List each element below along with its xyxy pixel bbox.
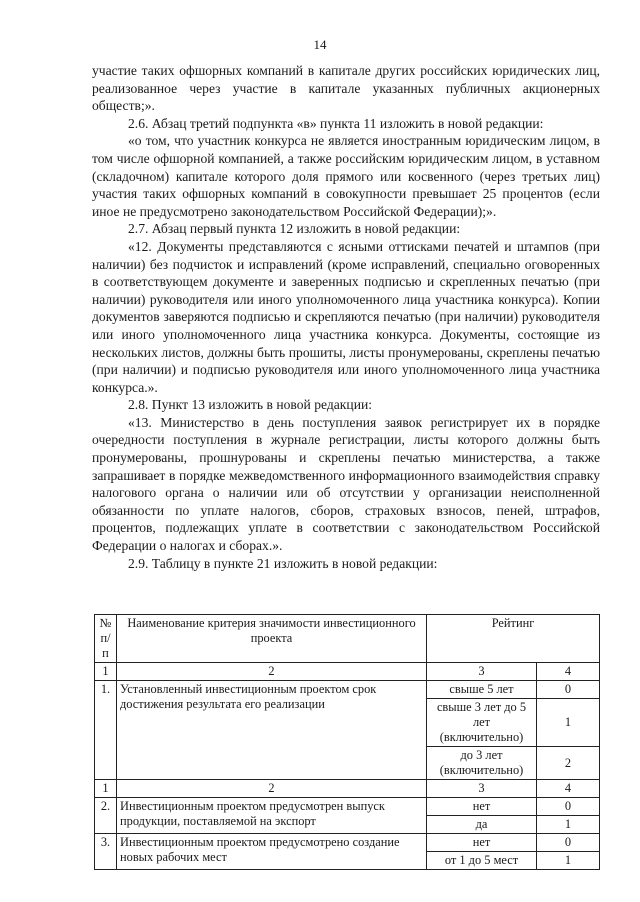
- document-body: [92, 62, 600, 572]
- column-number: 4: [537, 780, 600, 798]
- column-number: 3: [427, 780, 537, 798]
- paragraph: 2.7. Абзац первый пункта 12 изложить в новой редакции:: [128, 221, 461, 237]
- header-name: Наименование критерия значимости инвестиционного проекта: [117, 615, 427, 663]
- rating-label: от 1 до 5 мест: [427, 852, 537, 870]
- paragraph: 2.8. Пункт 13 изложить в новой редакции:: [128, 397, 373, 413]
- rating-label: нет: [427, 834, 537, 852]
- rating-value: 0: [537, 681, 600, 699]
- row-criterion: Инвестиционным проектом предусмотрено создание новых рабочих мест: [117, 834, 427, 870]
- paragraph: участие таких офшорных компаний в капитале других российских юридических лиц, реализованное через участие в капитале указанных публичных акционерных обществ;».: [92, 63, 600, 114]
- column-numbers-row: [95, 663, 600, 681]
- rating-label: до 3 лет (включительно): [427, 747, 537, 780]
- table-row: [95, 834, 600, 852]
- rating-value: 0: [537, 798, 600, 816]
- rating-value: 2: [537, 747, 600, 780]
- rating-label: нет: [427, 798, 537, 816]
- header-rating: Рейтинг: [427, 615, 600, 663]
- header-num: № п/п: [95, 615, 117, 663]
- rating-value: 1: [537, 816, 600, 834]
- column-number: 2: [117, 780, 427, 798]
- column-number: 3: [427, 663, 537, 681]
- table-header-row: [95, 615, 600, 663]
- rating-value: 1: [537, 699, 600, 747]
- paragraph: 2.6. Абзац третий подпункта «в» пункта 11 изложить в новой редакции:: [128, 115, 544, 131]
- paragraph: «12. Документы представляются с ясными оттисками печатей и штампов (при наличии) без подчисток и исправлений (кроме исправлений, специально оговоренных в соответствующем документе и заверенных подписью и скрепленных печатью (при наличии) руководителя или иного уполномоченного лица участника конкурса). Копии документов заверяются подписью и скрепляются печатью (при наличии) руководителя или иного уполномоченного лица участника конкурса. Документы, состоящие из нескольких листов, должны быть прошиты, листы пронумерованы, скреплены печатью (при наличии) и подписью руководителя или иного уполномоченного лица участника конкурса.».: [92, 238, 600, 395]
- row-num: 2.: [95, 798, 117, 834]
- row-criterion: Инвестиционным проектом предусмотрен выпуск продукции, поставляемой на экспорт: [117, 798, 427, 834]
- column-number: 1: [95, 663, 117, 681]
- table-row: [95, 681, 600, 699]
- column-numbers-row: [95, 780, 600, 798]
- paragraph: 2.9. Таблицу в пункте 21 изложить в новой редакции:: [128, 555, 438, 571]
- column-number: 4: [537, 663, 600, 681]
- row-num: 1.: [95, 681, 117, 780]
- rating-value: 0: [537, 834, 600, 852]
- paragraph: «о том, что участник конкурса не является иностранным юридическим лицом, в том числе офшорной компанией, а также российским юридическим лицом, в уставном (складочном) капитале которого доля прямого или косвенного (через третьих лиц) участия таких офшорных компаний в совокупности превышает 25 процентов (если иное не предусмотрено законодательством Российской Федерации);».: [92, 133, 600, 219]
- page-number: 14: [313, 37, 327, 52]
- rating-label: да: [427, 816, 537, 834]
- column-number: 2: [117, 663, 427, 681]
- rating-label: свыше 3 лет до 5 лет (включительно): [427, 699, 537, 747]
- rating-label: свыше 5 лет: [427, 681, 537, 699]
- column-number: 1: [95, 780, 117, 798]
- row-num: 3.: [95, 834, 117, 870]
- paragraph: «13. Министерство в день поступления заявок регистрирует их в порядке очередности поступления в журнале регистрации, листы которого должны быть пронумерованы, прошнурованы и скреплены печатью министерства, а также запрашивает в порядке межведомственного информационного взаимодействия справку налогового органа о наличии или об отсутствии у организации неисполненной обязанности по уплате налогов, сборов, страховых взносов, пеней, штрафов, процентов, подлежащих уплате в соответствии с законодательством Российской Федерации о налогах и сборах.».: [92, 414, 600, 554]
- rating-table: [94, 614, 600, 870]
- rating-value: 1: [537, 852, 600, 870]
- table-row: [95, 798, 600, 816]
- row-criterion: Установленный инвестиционным проектом срок достижения результата его реализации: [117, 681, 427, 780]
